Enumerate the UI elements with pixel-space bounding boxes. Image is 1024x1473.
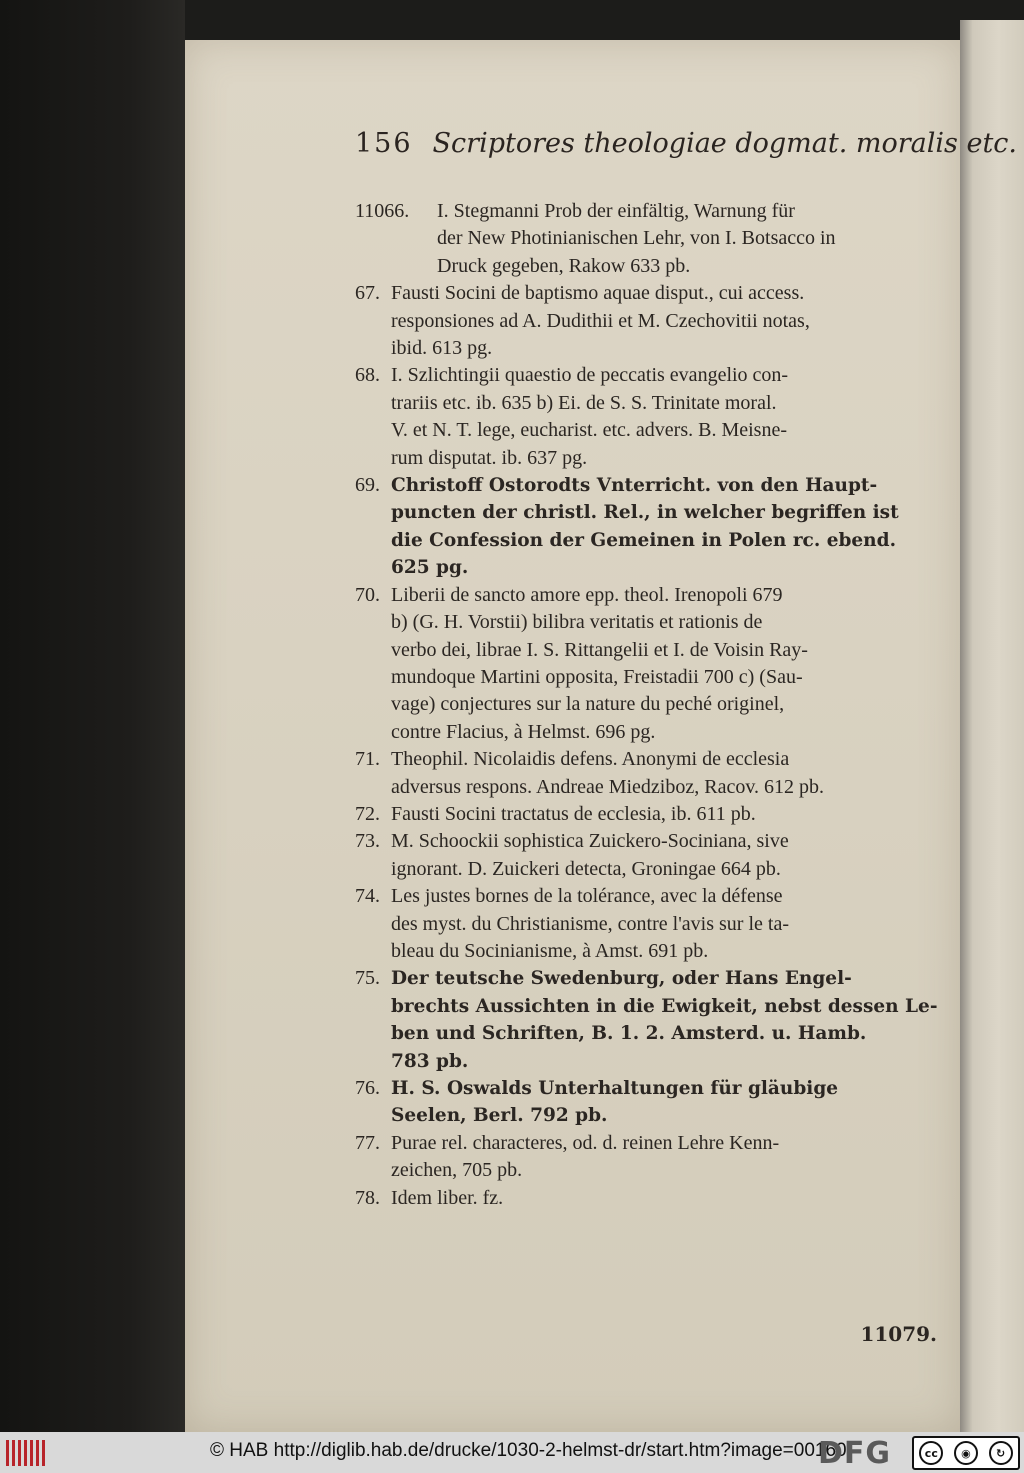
entry-line: Idem liber. fz. — [391, 1186, 504, 1209]
catalogue-entry — [355, 965, 937, 1075]
page-header — [355, 128, 1018, 159]
entry-line: verbo dei, librae I. S. Rittangelii et I. de Voisin Ray- — [391, 638, 808, 661]
entry-text — [391, 828, 937, 883]
copyright-link[interactable]: © HAB http://diglib.hab.de/drucke/1030-2-helmst-dr/start.htm?image=00160 — [210, 1440, 847, 1461]
entry-text — [391, 746, 937, 801]
entry-line: responsiones ad A. Dudithii et M. Czechovitii notas, — [391, 309, 810, 332]
page-number: 156 — [355, 128, 413, 159]
entry-line: Der teutsche Swedenburg, oder Hans Engel- — [391, 968, 852, 990]
entry-line: M. Schoockii sophistica Zuickero-Sociniana, sive — [391, 830, 789, 853]
entry-line: trariis etc. ib. 635 b) Ei. de S. S. Trinitate moral. — [391, 391, 777, 414]
entry-line: Fausti Socini tractatus de ecclesia, ib. 611 pb. — [391, 802, 756, 825]
entry-line: Druck gegeben, Rakow 633 pb. — [437, 254, 691, 277]
entry-line: ignorant. D. Zuickeri detecta, Groningae 664 pb. — [391, 857, 781, 880]
entry-line: vage) conjectures sur la nature du peché originel, — [391, 693, 785, 716]
entry-text — [391, 472, 937, 582]
entry-line: der New Photinianischen Lehr, von I. Botsacco in — [437, 227, 836, 250]
license-badge[interactable] — [912, 1436, 1020, 1470]
entry-number: 69. — [355, 474, 380, 497]
entry-line: Christoff Ostorodts Vnterricht. von den Haupt- — [391, 475, 878, 497]
entry-line: 783 pb. — [391, 1050, 469, 1072]
entry-text — [391, 801, 937, 828]
entry-line: I. Szlichtingii quaestio de peccatis evangelio con- — [391, 364, 789, 387]
entry-text — [391, 362, 937, 472]
catalogue-entry — [355, 582, 937, 746]
entry-line: I. Stegmanni Prob der einfältig, Warnung für — [437, 200, 795, 222]
entry-number: 72. — [355, 802, 380, 825]
entry-number: 74. — [355, 885, 380, 908]
catalogue-entry — [355, 280, 937, 362]
catalogue-entry — [355, 1075, 937, 1130]
entry-number: 67. — [355, 282, 380, 305]
scan-background-left — [0, 0, 185, 1432]
entry-line: bleau du Socinianisme, à Amst. 691 pb. — [391, 939, 709, 962]
sa-icon: ↻ — [989, 1441, 1013, 1465]
viewer-footer — [0, 1432, 1024, 1473]
entry-line: adversus respons. Andreae Miedziboz, Racov. 612 pb. — [391, 775, 825, 798]
entry-text — [391, 280, 937, 362]
catalogue-entry — [355, 828, 937, 883]
by-icon: ◉ — [954, 1441, 978, 1465]
entry-line: Purae rel. characteres, od. d. reinen Lehre Kenn- — [391, 1131, 780, 1154]
entry-line: 625 pg. — [391, 557, 469, 579]
entry-text — [391, 1075, 937, 1130]
entry-line: rum disputat. ib. 637 pg. — [391, 446, 588, 469]
entry-number: 77. — [355, 1131, 380, 1154]
catalogue-entry — [355, 198, 937, 280]
entry-number: 11066. — [355, 200, 410, 222]
catalogue-entry — [355, 801, 937, 828]
catalogue-entry — [355, 472, 937, 582]
entry-number: 78. — [355, 1186, 380, 1209]
entry-line: die Confession der Gemeinen in Polen rc. ebend. — [391, 529, 897, 551]
entry-text — [391, 883, 937, 965]
entry-line: Les justes bornes de la tolérance, avec la défense — [391, 885, 783, 908]
entry-line: brechts Aussichten in die Ewigkeit, nebst dessen Le- — [391, 995, 938, 1017]
catalogue-entry — [355, 362, 937, 472]
entry-line: Theophil. Nicolaidis defens. Anonymi de ecclesia — [391, 748, 790, 771]
entry-text — [391, 965, 938, 1075]
entry-line: zeichen, 705 pb. — [391, 1159, 523, 1182]
entry-line: Liberii de sancto amore epp. theol. Irenopoli 679 — [391, 583, 783, 606]
entry-line: des myst. du Christianisme, contre l'avis sur le ta- — [391, 912, 789, 935]
catalogue-entry — [355, 1185, 937, 1212]
entry-number: 76. — [355, 1077, 380, 1099]
catalogue-entry — [355, 1130, 937, 1185]
entry-number: 71. — [355, 748, 380, 771]
entry-line: Seelen, Berl. 792 pb. — [391, 1105, 608, 1127]
cc-icon: cc — [919, 1441, 943, 1465]
entry-line: contre Flacius, à Helmst. 696 pg. — [391, 720, 656, 743]
entry-number: 75. — [355, 967, 380, 990]
catchword: 11079. — [860, 1322, 937, 1346]
entry-line: ben und Schriften, B. 1. 2. Amsterd. u. Hamb. — [391, 1023, 867, 1045]
entry-line: V. et N. T. lege, eucharist. etc. advers. B. Meisne- — [391, 419, 787, 442]
entry-line: mundoque Martini opposita, Freistadii 700 c) (Sau- — [391, 665, 803, 688]
entry-text — [437, 198, 937, 280]
entry-text — [391, 1185, 937, 1212]
entry-line: H. S. Oswalds Unterhaltungen für gläubige — [391, 1078, 839, 1099]
catalogue-entry — [355, 746, 937, 801]
entry-line: b) (G. H. Vorstii) bilibra veritatis et rationis de — [391, 611, 763, 634]
running-title: Scriptores theologiae dogmat. moralis etc. — [432, 128, 1018, 159]
entry-line: Fausti Socini de baptismo aquae disput., cui access. — [391, 282, 805, 305]
catalogue-entry — [355, 883, 937, 965]
entry-line: puncten der christl. Rel., in welcher begriffen ist — [391, 502, 899, 524]
entry-number: 73. — [355, 830, 380, 853]
entry-number: 68. — [355, 364, 380, 387]
facing-page-edge — [960, 20, 1024, 1432]
dfg-logo: DFG — [818, 1436, 892, 1471]
entry-number: 70. — [355, 583, 380, 606]
catalogue-entries — [355, 198, 937, 1212]
entry-line: ibid. 613 pg. — [391, 337, 493, 360]
hab-logo-icon — [6, 1440, 48, 1466]
entry-text — [391, 1130, 937, 1185]
entry-text — [391, 582, 937, 746]
